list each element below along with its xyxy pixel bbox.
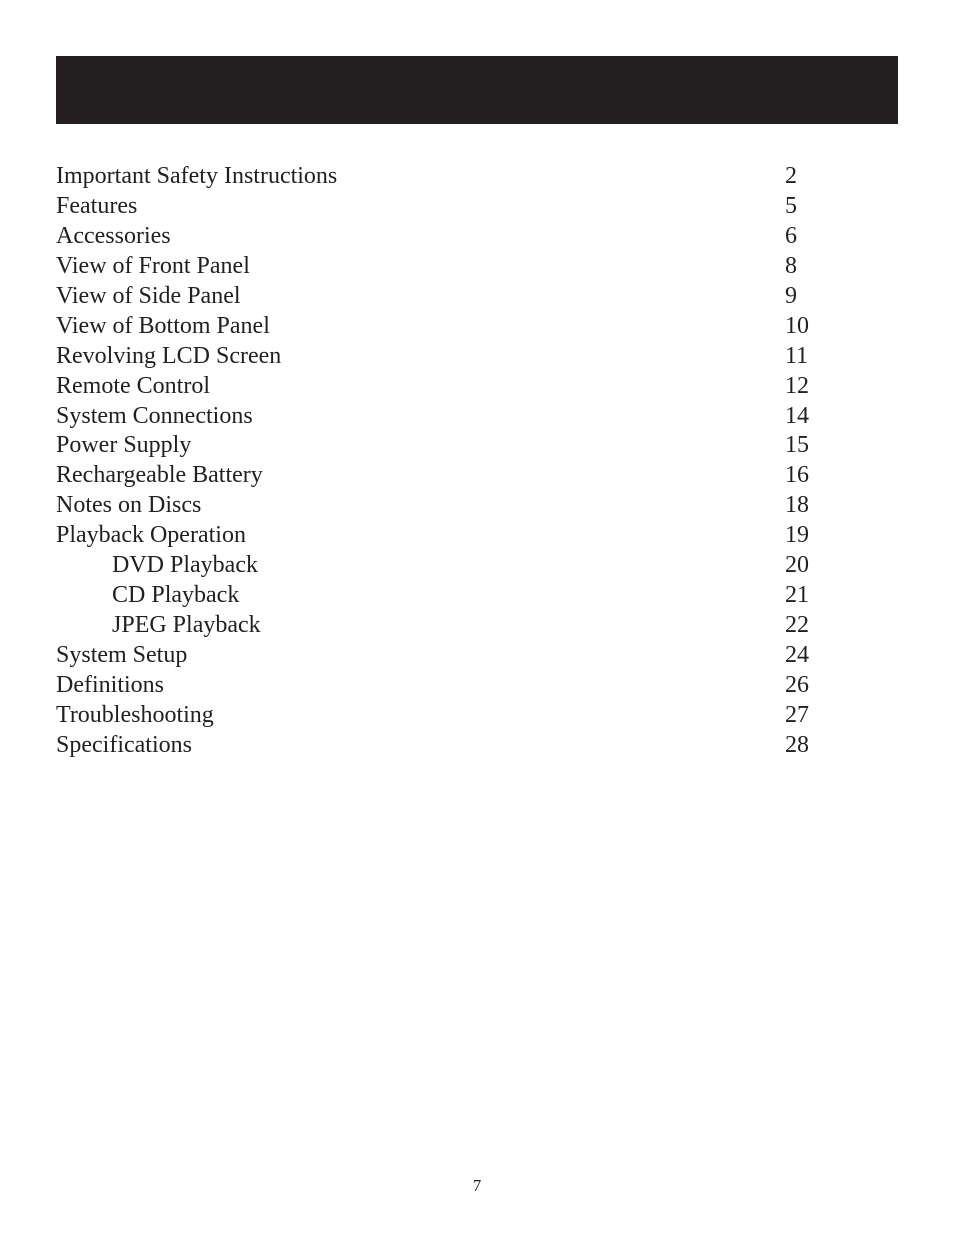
toc-entry-page: 12 bbox=[785, 372, 809, 399]
toc-entry-title: View of Bottom Panel bbox=[56, 312, 270, 339]
toc-entry-title: JPEG Playback bbox=[112, 612, 261, 639]
toc-entry-page: 21 bbox=[785, 582, 809, 609]
toc-entry-page: 20 bbox=[785, 552, 809, 579]
header-bar bbox=[56, 56, 898, 124]
toc-entry-rechargeable-battery[interactable] bbox=[56, 461, 816, 491]
page-number: 7 bbox=[472, 1176, 482, 1195]
toc-entry-title: Troubleshooting bbox=[56, 701, 214, 728]
toc-entry-title: Specifications bbox=[56, 731, 192, 758]
toc-entry-features[interactable] bbox=[56, 192, 816, 222]
toc-entry-page: 2 bbox=[785, 163, 797, 189]
toc-entry-cd-playback[interactable] bbox=[56, 581, 816, 611]
toc-entry-remote-control[interactable] bbox=[56, 372, 816, 402]
toc-entry-page: 14 bbox=[785, 402, 809, 429]
toc-entry-page: 27 bbox=[785, 701, 809, 728]
toc-entry-title: CD Playback bbox=[112, 582, 240, 609]
toc-entry-playback-operation[interactable] bbox=[56, 521, 816, 551]
toc-entry-page: 15 bbox=[785, 432, 809, 459]
toc-entry-title: Rechargeable Battery bbox=[56, 462, 263, 489]
toc-entry-specifications[interactable] bbox=[56, 731, 816, 761]
toc-entry-page: 8 bbox=[785, 252, 797, 279]
toc-entry-page: 16 bbox=[785, 462, 809, 489]
toc-entry-power-supply[interactable] bbox=[56, 431, 816, 461]
toc-entry-title: View of Front Panel bbox=[56, 252, 250, 279]
toc-entry-page: 6 bbox=[785, 222, 797, 249]
toc-entry-title: System Connections bbox=[56, 402, 253, 429]
toc-entry-title: Remote Control bbox=[56, 372, 210, 399]
toc-entry-title: Playback Operation bbox=[56, 522, 246, 549]
toc-entry-system-setup[interactable] bbox=[56, 641, 816, 671]
toc-entry-page: 11 bbox=[785, 342, 809, 369]
toc-entry-page: 9 bbox=[785, 282, 797, 309]
toc-entry-important-safety-instructions[interactable] bbox=[56, 162, 816, 192]
toc-entry-page: 22 bbox=[785, 612, 809, 639]
toc-entry-view-of-side-panel[interactable] bbox=[56, 282, 816, 312]
toc-entry-system-connections[interactable] bbox=[56, 402, 816, 432]
toc-entry-view-of-bottom-panel[interactable] bbox=[56, 312, 816, 342]
toc-entry-page: 26 bbox=[785, 671, 809, 698]
toc-entry-page: 19 bbox=[785, 522, 809, 549]
toc-entry-definitions[interactable] bbox=[56, 671, 816, 701]
toc-entry-title: Notes on Discs bbox=[56, 492, 202, 519]
toc-entry-revolving-lcd-screen[interactable] bbox=[56, 342, 816, 372]
toc-entry-page: 10 bbox=[785, 312, 809, 339]
toc-entry-notes-on-discs[interactable] bbox=[56, 491, 816, 521]
toc-entry-title: View of Side Panel bbox=[56, 282, 241, 309]
toc-entry-page: 28 bbox=[785, 731, 809, 758]
toc-entry-dvd-playback[interactable] bbox=[56, 551, 816, 581]
toc-entry-accessories[interactable] bbox=[56, 222, 816, 252]
toc-entry-jpeg-playback[interactable] bbox=[56, 611, 816, 641]
toc-entry-title: Power Supply bbox=[56, 432, 192, 459]
toc-entry-page: 5 bbox=[785, 192, 797, 219]
toc-entry-page: 18 bbox=[785, 492, 809, 519]
table-of-contents bbox=[56, 162, 816, 761]
toc-entry-title: Features bbox=[56, 192, 138, 219]
toc-entry-title: Revolving LCD Screen bbox=[56, 342, 282, 369]
toc-entry-troubleshooting[interactable] bbox=[56, 701, 816, 731]
toc-entry-title: Important Safety Instructions bbox=[56, 163, 338, 189]
toc-entry-title: Definitions bbox=[56, 671, 164, 698]
toc-entry-title: System Setup bbox=[56, 642, 188, 668]
toc-entry-title: DVD Playback bbox=[112, 552, 258, 579]
toc-entry-title: Accessories bbox=[56, 222, 171, 249]
toc-entry-view-of-front-panel[interactable] bbox=[56, 252, 816, 282]
toc-entry-page: 24 bbox=[785, 642, 809, 668]
